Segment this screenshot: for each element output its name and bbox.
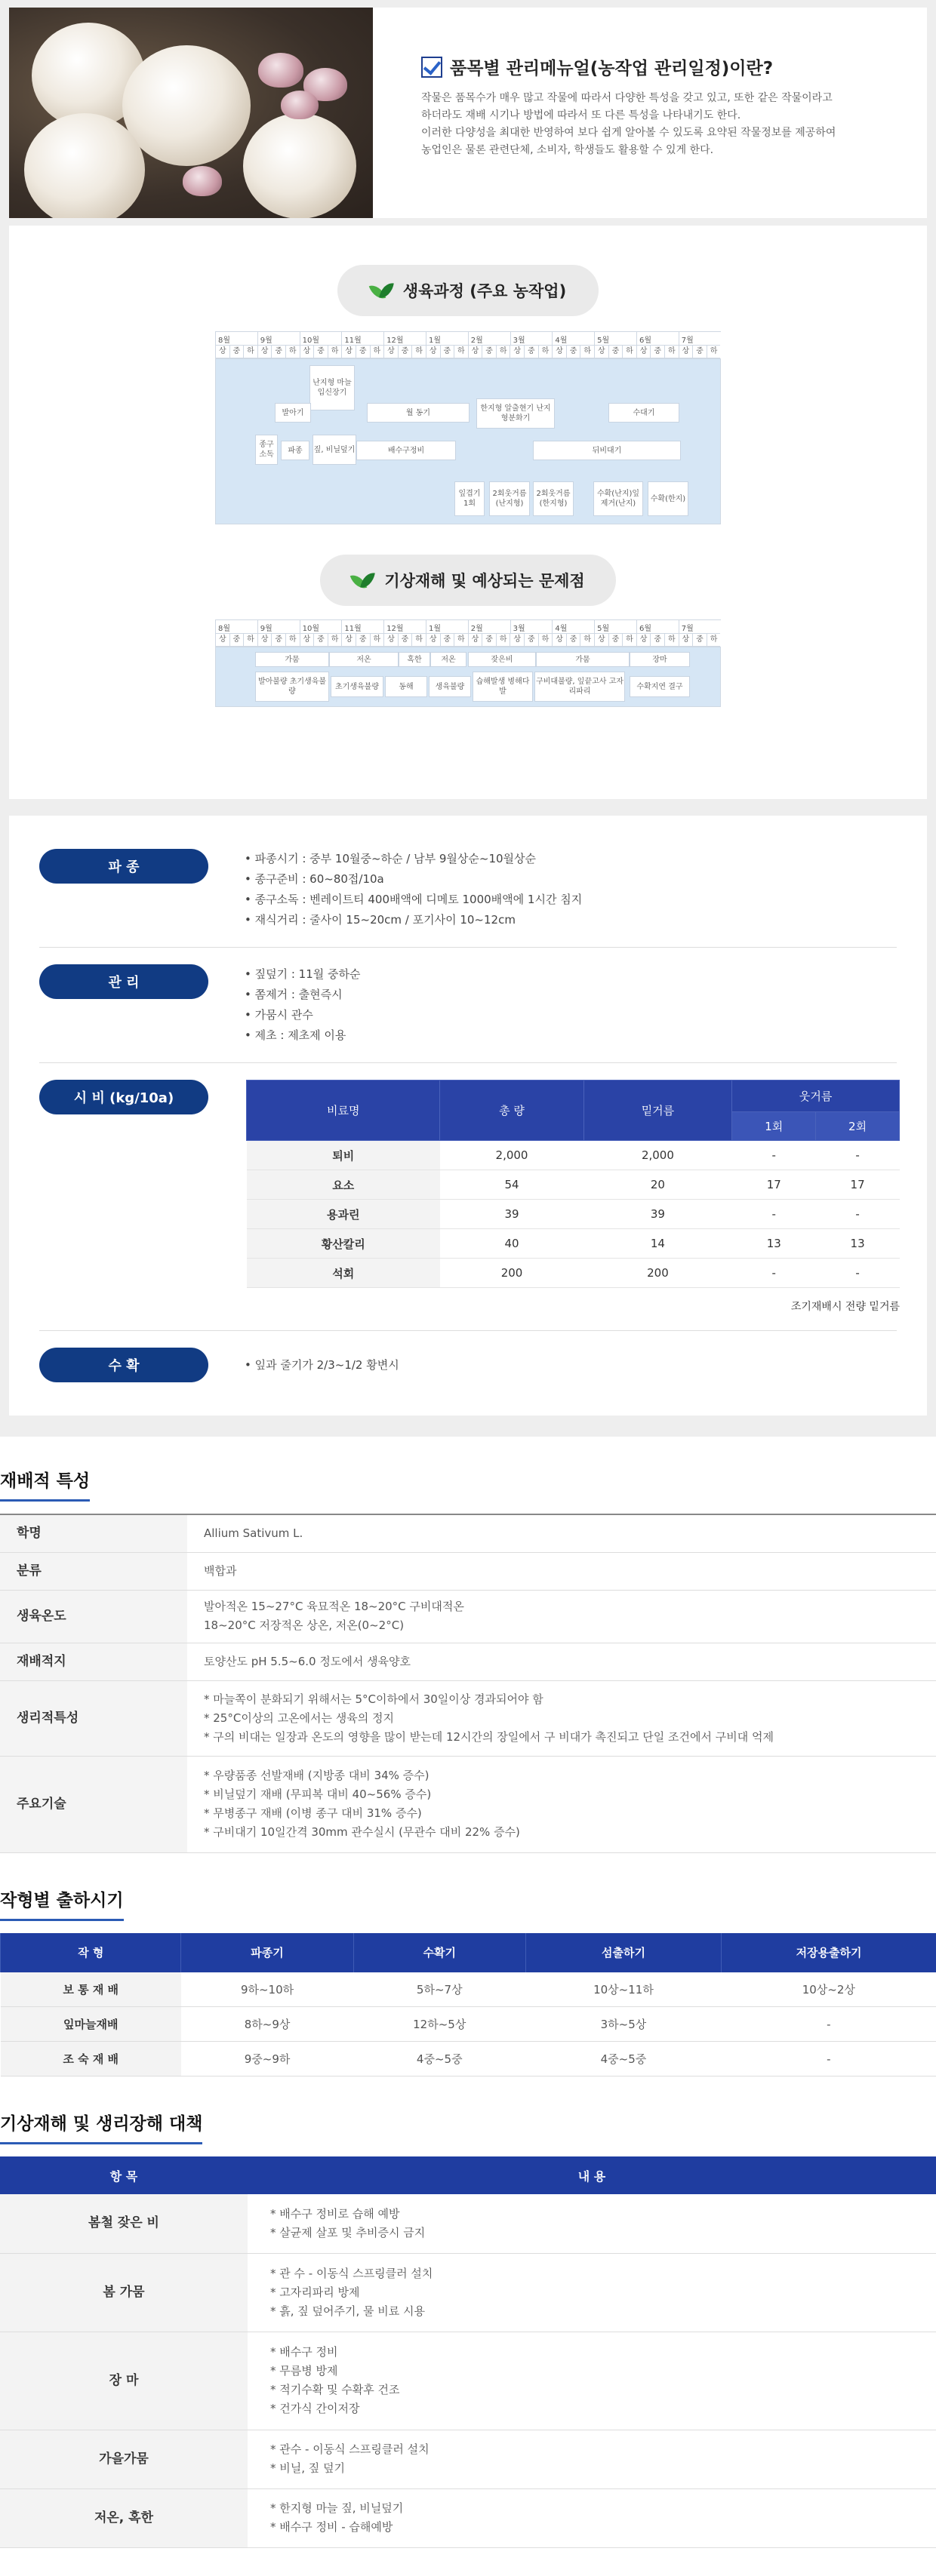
- intro-panel: [9, 8, 927, 218]
- period-label: 하: [707, 633, 721, 647]
- leaf-icon: [351, 572, 377, 589]
- period-label: 상: [552, 633, 566, 647]
- period-label: 하: [328, 345, 342, 358]
- period-label: 하: [580, 633, 594, 647]
- traits-section: [0, 1437, 936, 1853]
- calendar-box: 수확지연 결구: [630, 676, 690, 697]
- period-label: 상: [300, 345, 314, 358]
- period-label: 하: [664, 633, 679, 647]
- table-row: 봄철 잦은 비 * 배수구 정비로 습해 예방 * 살균제 살포 및 추비증시 금지: [0, 2194, 936, 2253]
- period-label: 하: [538, 633, 553, 647]
- period-label: 하: [328, 633, 342, 647]
- period-label: 중: [313, 345, 328, 358]
- period-label: 상: [636, 633, 651, 647]
- traits-table: [0, 1514, 936, 1853]
- period-label: 상: [679, 345, 693, 358]
- period-label: 상: [426, 345, 440, 358]
- table-row: 봄 가뭄 * 관 수 - 이동식 스프링클러 설치 * 고자리파리 방제 * 흙, 짚 덮어주기, 물 비료 시용: [0, 2253, 936, 2332]
- period-label: 하: [707, 345, 721, 358]
- calendar-box: 종구소독: [255, 435, 278, 465]
- calendar-box: 월 동기: [367, 403, 470, 423]
- table-row: 생육온도 발아적온 15~27°C 육묘적온 18~20°C 구비대적온 18~20°C 저장적온 상온, 저온(0~2°C): [0, 1590, 936, 1643]
- month-label: 1월: [426, 619, 468, 633]
- period-label: 중: [650, 345, 664, 358]
- period-label: 하: [411, 633, 426, 647]
- period-label: 중: [482, 345, 496, 358]
- month-label: 5월: [594, 619, 636, 633]
- harvest-list: • 잎과 줄기가 2/3~1/2 황변시: [245, 1348, 399, 1382]
- period-label: 상: [636, 345, 651, 358]
- calendar-box: 짚, 비닐덮기: [313, 435, 356, 465]
- table-row: 퇴비 2,000 2,000 - -: [247, 1141, 900, 1170]
- period-label: 상: [679, 633, 693, 647]
- period-label: 하: [243, 633, 257, 647]
- period-label: 중: [524, 345, 538, 358]
- calendar-box: 뒤비대기: [533, 441, 681, 460]
- period-label: 상: [383, 345, 398, 358]
- calendar-box: 발아불량 초기생육불량: [255, 672, 329, 702]
- period-label: 중: [271, 633, 285, 647]
- calendar-box: 배수구정비: [356, 441, 456, 460]
- sowing-row: [39, 832, 897, 948]
- fert-note: 조기재배시 전량 밑거름: [790, 1301, 900, 1313]
- table-row: 석회 200 200 - -: [247, 1259, 900, 1288]
- month-label: 2월: [468, 331, 510, 345]
- table-row: 조 숙 재 배 9중~9하 4중~5중 4중~5중 -: [1, 2042, 936, 2076]
- month-label: 2월: [468, 619, 510, 633]
- period-label: 중: [229, 633, 244, 647]
- sowing-badge: 파 종: [39, 849, 208, 884]
- period-label: 중: [524, 633, 538, 647]
- month-label: 6월: [636, 619, 679, 633]
- period-label: 하: [664, 345, 679, 358]
- calendar-box: 동해: [385, 676, 427, 697]
- table-row: 잎마늘재배 8하~9상 12하~5상 3하~5상 -: [1, 2007, 936, 2042]
- period-label: 상: [552, 345, 566, 358]
- period-label: 중: [398, 345, 412, 358]
- calendar-box: 한지형 알출현기 난지형분화기: [476, 398, 555, 429]
- crop-section: [0, 807, 936, 1437]
- month-label: 8월: [215, 619, 257, 633]
- harvest-row: [39, 1331, 897, 1399]
- table-row: 요소 54 20 17 17: [247, 1170, 900, 1200]
- period-label: 중: [440, 633, 454, 647]
- manage-row: [39, 948, 897, 1063]
- traits-title: 재배적 특성: [0, 1467, 90, 1502]
- month-label: 12월: [383, 619, 426, 633]
- calendar-box: 저온: [329, 652, 399, 667]
- period-label: 중: [356, 633, 370, 647]
- period-label: 상: [468, 345, 482, 358]
- hazard-title: 기상재해 및 예상되는 문제점: [320, 555, 616, 606]
- leaf-icon: [370, 282, 396, 299]
- period-label: 중: [229, 345, 244, 358]
- calendar-box: 장마: [630, 652, 690, 667]
- month-label: 6월: [636, 331, 679, 345]
- fert-table: 비료명 총 량 밑거름 웃거름 1회 2회 퇴비 2,000 2,000 - - 요소 54 20 17 17 용과린 39 39 - - 황산칼리 40 14 13 13 석회 200 200 - -: [246, 1080, 900, 1288]
- disaster-title: 기상재해 및 생리장해 대책: [0, 2110, 202, 2144]
- ship-title: 작형별 출하시기: [0, 1886, 124, 1921]
- month-label: 11월: [341, 619, 383, 633]
- sowing-list: • 파종시기 : 중부 10월중~하순 / 남부 9월상순~10월상순 • 종구준비 : 60~80접/10a • 종구소독 : 벤레이트티 400배액에 디메토 1000배액에 1시간 침지 • 재식거리 : 줄사이 15~20cm / 포기사이 10~12cm: [245, 849, 582, 930]
- month-label: 11월: [341, 331, 383, 345]
- period-label: 하: [496, 633, 510, 647]
- month-label: 4월: [552, 619, 594, 633]
- month-label: 4월: [552, 331, 594, 345]
- calendar-box: 2회웃거름(한지형): [533, 481, 574, 516]
- calendar-box: 생육불량: [429, 676, 471, 697]
- growth-panel: [9, 226, 927, 799]
- top-gray-area: [0, 0, 936, 807]
- calendar-box: 초기생육불량: [331, 676, 383, 697]
- period-label: 상: [300, 633, 314, 647]
- hazard-calendar: [215, 619, 721, 707]
- period-label: 중: [692, 633, 707, 647]
- table-row: 저온, 혹한 * 한지형 마늘 짚, 비닐덮기 * 배수구 정비 - 습해예방: [0, 2488, 936, 2547]
- table-row: 황산칼리 40 14 13 13: [247, 1229, 900, 1259]
- calendar-box: 발아기: [275, 403, 311, 423]
- period-label: 하: [370, 633, 384, 647]
- period-label: 중: [608, 345, 623, 358]
- month-label: 12월: [383, 331, 426, 345]
- calendar-box: 습해발생 병해다발: [473, 672, 533, 702]
- harvest-badge: 수 확: [39, 1348, 208, 1382]
- period-label: 상: [341, 345, 356, 358]
- period-label: 하: [454, 345, 468, 358]
- period-label: 하: [538, 345, 553, 358]
- period-label: 하: [370, 345, 384, 358]
- month-label: 8월: [215, 331, 257, 345]
- period-label: 중: [482, 633, 496, 647]
- garlic-photo: [9, 8, 373, 218]
- calendar-box: 가뭄: [536, 652, 630, 667]
- fert-row: [39, 1063, 900, 1331]
- period-label: 중: [356, 345, 370, 358]
- table-row: 재배적지 토양산도 pH 5.5~6.0 정도에서 생육양호: [0, 1643, 936, 1680]
- period-label: 상: [383, 633, 398, 647]
- period-label: 하: [285, 345, 300, 358]
- period-label: 하: [580, 345, 594, 358]
- calendar-box: 수확(난지)잎제거(난지): [593, 481, 643, 516]
- period-label: 중: [650, 633, 664, 647]
- period-label: 상: [215, 633, 229, 647]
- calendar-box: 파종: [281, 441, 309, 460]
- table-row: 용과린 39 39 - -: [247, 1200, 900, 1229]
- calendar-box: 구비대불량, 잎끝고사 고자리파리: [534, 672, 625, 702]
- disaster-section: [0, 2076, 936, 2548]
- period-label: 중: [608, 633, 623, 647]
- period-label: 하: [622, 345, 636, 358]
- fert-badge: 시 비 (kg/10a): [39, 1080, 208, 1114]
- period-label: 상: [257, 633, 272, 647]
- month-label: 9월: [257, 619, 300, 633]
- disaster-table: 항 목 내 용 봄철 잦은 비 * 배수구 정비로 습해 예방 * 살균제 살포 및 추비증시 금지 봄 가뭄 * 관 수 - 이동식 스프링클러 설치 * 고자리파리 방제 * 흙, 짚 덮어주기, 물 비료 시용 장 마 * 배수구 정비 * 무름병 방제 * 적기수확 및 수확후 건조 * 건가식 간이저장 가을가뭄 * 관수 - 이동식 스프링클러 설치 * 비닐, 짚 덮기 저온, 혹한 * 한지형 마늘 짚, 비닐덮기 * 배수구 정비 - 습해예방: [0, 2156, 936, 2548]
- ship-table: 작 형 파종기 수확기 섬출하기 저장용출하기 보 통 재 배 9하~10하 5하~7상 10상~11하 10상~2상 잎마늘재배 8하~9상 12하~5상 3하~5상 - 조 숙 재 배 9중~9하 4중~5중 4중~5중 -: [0, 1933, 936, 2077]
- growth-title: 생육과정 (주요 농작업): [337, 265, 599, 316]
- calendar-box: 잎겹기 1회: [454, 481, 485, 516]
- period-label: 하: [496, 345, 510, 358]
- period-label: 상: [510, 633, 524, 647]
- period-label: 상: [426, 633, 440, 647]
- period-label: 중: [566, 633, 580, 647]
- period-label: 중: [398, 633, 412, 647]
- calendar-box: 난지형 마늘 입신장기: [309, 365, 355, 410]
- month-label: 10월: [300, 619, 342, 633]
- period-label: 중: [313, 633, 328, 647]
- period-label: 상: [594, 633, 608, 647]
- period-label: 하: [622, 633, 636, 647]
- ship-section: [0, 1853, 936, 2077]
- period-label: 상: [468, 633, 482, 647]
- table-row: 생리적특성 * 마늘쪽이 분화되기 위해서는 5°C이하에서 30일이상 경과되어야 함 * 25°C이상의 고온에서는 생육의 정지 * 구의 비대는 일장과 온도의 영향을 많이 받는데 12시간의 장일에서 구 비대가 촉진되고 단일 조건에서 구비대 억제: [0, 1680, 936, 1756]
- calendar-box: 잦은비: [468, 652, 536, 667]
- calendar-box: 수대기: [608, 403, 679, 423]
- table-row: 보 통 재 배 9하~10하 5하~7상 10상~11하 10상~2상: [1, 1972, 936, 2007]
- table-row: 주요기술 * 우량품종 선발재배 (지방종 대비 34% 증수) * 비닐덮기 재배 (무피복 대비 40~56% 증수) * 무병종구 재배 (이병 종구 대비 31% 증수) * 구비대기 10일간격 30mm 관수실시 (무관수 대비 22% 증수): [0, 1756, 936, 1852]
- period-label: 상: [341, 633, 356, 647]
- table-row: 가을가뭄 * 관수 - 이동식 스프링클러 설치 * 비닐, 짚 덮기: [0, 2430, 936, 2488]
- period-label: 상: [594, 345, 608, 358]
- checkbox-icon: [421, 57, 442, 78]
- table-row: 장 마 * 배수구 정비 * 무름병 방제 * 적기수확 및 수확후 건조 * 건가식 간이저장: [0, 2332, 936, 2430]
- month-label: 5월: [594, 331, 636, 345]
- calendar-box: 가뭄: [255, 652, 329, 667]
- month-label: 10월: [300, 331, 342, 345]
- intro-desc: 작물은 품목수가 매우 많고 작물에 따라서 다양한 특성을 갖고 있고, 또한 같은 작물이라고 하더라도 재배 시기나 방법에 따라서 또 다른 특성을 나타내기도 한다. 이러한 다양성을 최대한 반영하여 보다 쉽게 알아볼 수 있도록 요약된 작물정보를 제공하여 농업인은 물론 관련단체, 소비자, 학생들도 활용할 수 있게 한다.: [421, 92, 836, 156]
- month-label: 9월: [257, 331, 300, 345]
- period-label: 중: [271, 345, 285, 358]
- month-label: 3월: [510, 331, 553, 345]
- period-label: 상: [215, 345, 229, 358]
- month-label: 3월: [510, 619, 553, 633]
- period-label: 중: [692, 345, 707, 358]
- period-label: 하: [243, 345, 257, 358]
- manage-badge: 관 리: [39, 964, 208, 999]
- intro-title: 품목별 관리메뉴얼(농작업 관리일정)이란?: [421, 54, 882, 79]
- period-label: 상: [510, 345, 524, 358]
- period-label: 상: [257, 345, 272, 358]
- calendar-box: 저온: [430, 652, 466, 667]
- month-label: 7월: [679, 619, 721, 633]
- calendar-box: 혹한: [399, 652, 430, 667]
- period-label: 하: [454, 633, 468, 647]
- period-label: 중: [440, 345, 454, 358]
- period-label: 하: [411, 345, 426, 358]
- period-label: 하: [285, 633, 300, 647]
- period-label: 중: [566, 345, 580, 358]
- growth-calendar: [215, 331, 721, 524]
- table-row: 분류 백합과: [0, 1552, 936, 1590]
- month-label: 7월: [679, 331, 721, 345]
- calendar-box: 2회웃거름(난지형): [489, 481, 530, 516]
- table-row: 학명 Allium Sativum L.: [0, 1514, 936, 1552]
- calendar-box: 수확(한지): [648, 481, 688, 516]
- manage-list: • 짚덮기 : 11월 중하순 • 쫌제거 : 출현즉시 • 가뭄시 관수 • 제초 : 제초제 이용: [245, 964, 361, 1046]
- month-label: 1월: [426, 331, 468, 345]
